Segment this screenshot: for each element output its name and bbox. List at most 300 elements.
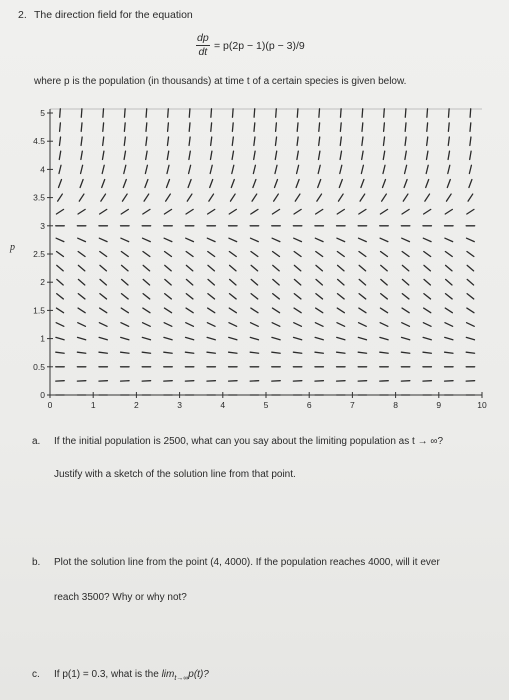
slope-segment	[165, 252, 172, 257]
slope-segment	[100, 308, 107, 313]
slope-segment	[57, 294, 64, 299]
slope-segment	[401, 352, 409, 353]
slope-segment	[102, 165, 104, 173]
slope-segment	[470, 109, 471, 117]
slope-segment	[425, 194, 430, 201]
slope-segment	[404, 180, 407, 188]
slope-segment	[380, 352, 388, 353]
slope-segment	[207, 323, 215, 327]
slope-segment	[60, 109, 61, 117]
slope-segment	[56, 238, 64, 241]
slope-segment	[427, 109, 428, 117]
slope-segment	[229, 352, 237, 353]
slope-segment	[340, 165, 342, 173]
slope-segment	[380, 323, 388, 327]
slope-segment	[103, 109, 104, 117]
slope-segment	[232, 109, 233, 117]
slope-segment	[143, 294, 150, 299]
slope-segment	[445, 238, 453, 241]
slope-segment	[319, 137, 320, 145]
slope-segment	[189, 151, 190, 159]
slope-segment	[254, 123, 255, 131]
slope-segment	[402, 279, 408, 285]
slope-segment	[315, 352, 323, 353]
slope-segment	[230, 265, 236, 271]
slope-segment	[79, 194, 84, 201]
slope-segment	[189, 109, 190, 117]
slope-segment	[186, 265, 192, 271]
part-c-label: c.	[32, 669, 40, 680]
slope-segment	[294, 252, 301, 257]
slope-segment	[402, 308, 409, 313]
slope-segment	[381, 265, 387, 271]
slope-segment	[381, 252, 388, 257]
y-tick-label: 4.5	[33, 136, 45, 147]
slope-segment	[316, 265, 322, 271]
slope-segment	[403, 194, 408, 201]
slope-segment	[446, 194, 451, 201]
slope-segment	[122, 265, 128, 271]
slope-segment	[315, 238, 323, 241]
slope-segment	[124, 137, 125, 145]
slope-segment	[80, 180, 83, 188]
slope-segment	[318, 165, 320, 173]
slope-segment	[251, 238, 259, 241]
x-tick-label: 4	[220, 400, 226, 410]
slope-segment	[294, 209, 301, 214]
slope-segment	[383, 137, 384, 145]
slope-segment	[187, 194, 192, 201]
slope-segment	[145, 165, 147, 173]
slope-segment	[447, 180, 450, 188]
slope-segment	[360, 194, 365, 201]
slope-segment	[207, 352, 215, 353]
y-tick-label: 4	[40, 164, 45, 175]
slope-segment	[121, 252, 128, 257]
slope-segment	[402, 209, 409, 214]
slope-segment	[229, 294, 236, 299]
slope-segment	[208, 252, 215, 257]
slope-segment	[273, 294, 280, 299]
slope-segment	[359, 308, 366, 313]
slope-segment	[232, 165, 234, 173]
slope-segment	[254, 137, 255, 145]
slope-segment	[316, 294, 323, 299]
slope-segment	[164, 352, 172, 353]
slope-segment	[99, 352, 107, 353]
slope-segment	[423, 352, 431, 353]
x-tick-label: 2	[134, 400, 139, 410]
slope-segment	[445, 209, 452, 214]
slope-segment	[294, 337, 302, 339]
slope-segment	[78, 294, 85, 299]
slope-segment	[78, 252, 85, 257]
slope-segment	[164, 323, 172, 327]
slope-segment	[468, 194, 473, 201]
direction-field-chart	[0, 95, 509, 420]
slope-segment	[121, 294, 128, 299]
slope-segment	[81, 109, 82, 117]
slope-segment	[211, 123, 212, 131]
chart-axes	[50, 109, 482, 395]
slope-segment	[427, 123, 428, 131]
slope-segment	[382, 194, 387, 201]
slope-segment	[78, 209, 85, 214]
slope-segment	[402, 252, 409, 257]
slope-segment	[124, 109, 125, 117]
slope-segment	[467, 209, 474, 214]
slope-segment	[253, 165, 255, 173]
slope-segment	[78, 279, 84, 285]
slope-segment	[121, 337, 129, 339]
slope-segment	[56, 337, 64, 339]
part-a-question: If the initial population is 2500, what can you say about the limiting population as t → ∞?	[54, 436, 444, 447]
slope-segment	[273, 279, 279, 285]
slope-segment	[231, 180, 234, 188]
slope-segment	[424, 252, 431, 257]
slope-segment	[208, 294, 215, 299]
slope-segment	[57, 279, 63, 285]
slope-segment	[272, 238, 280, 241]
slope-segment	[186, 337, 194, 339]
slope-segment	[56, 352, 64, 353]
slope-segment	[101, 194, 106, 201]
slope-segment	[359, 279, 365, 285]
slope-segment	[275, 180, 278, 188]
slope-segment	[448, 165, 450, 173]
slope-segment	[445, 294, 452, 299]
slope-segment	[446, 265, 452, 271]
slope-segment	[426, 151, 427, 159]
y-tick-label: 0.5	[33, 361, 45, 372]
slope-segment	[275, 137, 276, 145]
slope-segment	[276, 123, 277, 131]
slope-segment	[251, 279, 257, 285]
equation-denominator: dt	[198, 45, 208, 58]
slope-segment	[250, 352, 258, 353]
part-c-lim: lim	[161, 669, 175, 680]
slope-segment	[316, 209, 323, 214]
slope-segment	[186, 308, 193, 313]
slope-segment	[99, 337, 107, 339]
slope-segment	[359, 294, 366, 299]
slope-segment	[294, 308, 301, 313]
slope-segment	[402, 323, 410, 327]
slope-segment	[340, 109, 341, 117]
slope-segment	[380, 337, 388, 339]
slope-segment	[56, 308, 63, 313]
slope-segment	[210, 165, 212, 173]
slope-segment	[381, 294, 388, 299]
slope-segment	[123, 180, 126, 188]
part-c-post: p(t)?	[188, 669, 209, 680]
part-c-lim-sub: t→∞	[174, 675, 189, 682]
slope-segment	[424, 265, 430, 271]
slope-segment	[102, 151, 103, 159]
y-axis-label: p	[10, 242, 15, 253]
slope-segment	[229, 308, 236, 313]
y-tick-label: 1	[40, 333, 45, 344]
slope-segment	[78, 265, 84, 271]
slope-segment	[81, 165, 83, 173]
slope-segment	[380, 238, 388, 241]
slope-segment	[165, 294, 172, 299]
slope-segment	[424, 294, 431, 299]
slope-segment	[145, 180, 148, 188]
slope-segment	[142, 337, 150, 339]
slope-segment	[100, 279, 106, 285]
part-b-question-cont: reach 3500? Why or why not?	[54, 592, 187, 603]
slope-segment	[361, 165, 363, 173]
slope-segment	[294, 238, 302, 241]
slope-segment	[56, 209, 63, 214]
slope-segment	[361, 180, 364, 188]
slope-segment	[143, 238, 151, 241]
slope-segment	[81, 123, 82, 131]
equation-lhs-fraction	[196, 33, 210, 57]
slope-segment	[78, 308, 85, 313]
slope-segment	[319, 123, 320, 131]
slope-segment	[384, 109, 385, 117]
slope-segment	[209, 194, 214, 201]
slope-segment	[250, 337, 258, 339]
slope-segment	[252, 194, 257, 201]
slope-segment	[100, 252, 107, 257]
slope-segment	[467, 323, 475, 327]
slope-segment	[167, 165, 169, 173]
slope-segment	[230, 279, 236, 285]
slope-segment	[272, 352, 280, 353]
slope-segment	[167, 151, 168, 159]
x-tick-label: 8	[393, 400, 398, 410]
slope-segment	[276, 109, 277, 117]
slope-segment	[77, 352, 85, 353]
slope-segment	[254, 109, 255, 117]
slope-segment	[426, 165, 428, 173]
slope-segment	[57, 252, 64, 257]
slope-segment	[208, 308, 215, 313]
slope-segment	[122, 279, 128, 285]
slope-segment	[445, 323, 453, 327]
slope-segment	[469, 180, 472, 188]
slope-segment	[297, 137, 298, 145]
slope-segment	[316, 279, 322, 285]
slope-segment	[467, 265, 473, 271]
slope-segment	[380, 209, 387, 214]
slope-segment	[338, 265, 344, 271]
part-a-justify: Justify with a sketch of the solution line from that point.	[54, 469, 296, 480]
slope-segment	[124, 123, 125, 131]
slope-segment	[424, 279, 430, 285]
x-tick-label: 9	[436, 400, 442, 410]
chart-ticks	[33, 108, 487, 410]
slope-segment	[167, 180, 170, 188]
slope-segment	[423, 323, 431, 327]
slope-segment	[253, 180, 256, 188]
slope-segment	[254, 151, 255, 159]
slope-segment	[207, 337, 215, 339]
slope-segment	[338, 279, 344, 285]
question-number: 2.	[18, 9, 27, 21]
slope-segment	[427, 137, 428, 145]
slope-segment	[297, 165, 299, 173]
slope-segment	[294, 279, 300, 285]
slope-segment	[164, 308, 171, 313]
x-tick-label: 3	[177, 400, 182, 410]
slope-segment	[146, 123, 147, 131]
y-tick-label: 2	[40, 277, 45, 288]
slope-segment	[124, 151, 125, 159]
slope-segment	[294, 294, 301, 299]
slope-segment	[232, 151, 233, 159]
slope-segment	[275, 151, 276, 159]
slope-segment	[208, 209, 215, 214]
slope-segment	[186, 209, 193, 214]
slope-segment	[448, 151, 449, 159]
x-tick-label: 7	[350, 400, 355, 410]
part-b-label: b.	[32, 557, 41, 568]
slope-segment	[165, 279, 171, 285]
x-tick-label: 1	[90, 400, 96, 410]
slope-segment	[59, 137, 60, 145]
equation-numerator: dp	[197, 32, 209, 44]
slope-segment	[405, 109, 406, 117]
slope-segment	[273, 265, 279, 271]
slope-segment	[337, 209, 344, 214]
slope-segment	[168, 123, 169, 131]
slope-segment	[186, 294, 193, 299]
slope-segment	[384, 123, 385, 131]
slope-segment	[122, 194, 127, 201]
slope-segment	[469, 165, 471, 173]
slope-segment	[251, 294, 258, 299]
slope-segment	[99, 323, 107, 327]
slope-segment	[339, 180, 342, 188]
slope-segment	[315, 337, 323, 339]
slope-segment	[467, 252, 474, 257]
slope-segment	[337, 352, 345, 353]
slope-segment	[319, 109, 320, 117]
slope-segment	[146, 151, 147, 159]
slope-segment	[316, 308, 323, 313]
slope-segment	[340, 123, 341, 131]
slope-segment	[467, 308, 474, 313]
x-tick-label: 10	[477, 400, 487, 410]
slope-segment	[229, 209, 236, 214]
slope-segment	[338, 194, 343, 201]
slope-segment	[466, 352, 474, 353]
slope-segment	[297, 151, 298, 159]
slope-segment	[362, 137, 363, 145]
slope-segment	[208, 265, 214, 271]
slope-segment	[186, 238, 194, 241]
slope-segment	[445, 352, 453, 353]
y-tick-label: 1.5	[33, 305, 45, 316]
slope-segment	[294, 323, 302, 327]
slope-segment	[59, 180, 62, 188]
slope-segment	[232, 123, 233, 131]
y-tick-label: 5	[40, 108, 45, 118]
slope-segment	[121, 308, 128, 313]
slope-segment	[272, 209, 279, 214]
slope-segment	[273, 252, 280, 257]
slope-segment	[426, 180, 429, 188]
slope-segment	[146, 137, 147, 145]
y-tick-label: 3.5	[33, 192, 45, 203]
x-tick-label: 0	[47, 400, 53, 410]
y-tick-label: 2.5	[33, 249, 45, 259]
slope-segment	[164, 209, 171, 214]
slope-segment	[121, 352, 129, 353]
part-b-question: Plot the solution line from the point (4, 4000). If the population reaches 4000, will it ever	[54, 557, 440, 568]
slope-segment	[467, 238, 475, 241]
slope-segment	[78, 323, 86, 327]
slope-segment	[102, 180, 105, 188]
slope-segment	[337, 252, 344, 257]
slope-segment	[186, 252, 193, 257]
slope-segment	[445, 308, 452, 313]
slope-segment	[121, 209, 128, 214]
slope-segment	[405, 165, 407, 173]
slope-segment	[272, 308, 279, 313]
x-tick-label: 6	[306, 400, 312, 410]
slope-segment	[362, 151, 363, 159]
slope-segment	[144, 194, 149, 201]
slope-segment	[337, 323, 345, 327]
slope-segment	[358, 337, 366, 339]
slope-segment	[402, 238, 410, 241]
slope-segment	[295, 194, 300, 201]
slope-segment	[143, 323, 151, 327]
slope-segment	[359, 252, 366, 257]
slope-segment	[146, 109, 147, 117]
slope-segment	[272, 337, 280, 339]
slope-segment	[143, 308, 150, 313]
slope-segment	[186, 323, 194, 327]
slope-segment	[103, 123, 104, 131]
slope-segment	[340, 137, 341, 145]
slope-segment	[210, 151, 211, 159]
slope-segment	[470, 151, 471, 159]
slope-segment	[142, 352, 150, 353]
slope-segment	[164, 337, 172, 339]
slope-segment	[143, 265, 149, 271]
slope-segment	[337, 308, 344, 313]
slope-segment	[121, 323, 129, 327]
slope-segment	[189, 123, 190, 131]
slope-segment	[207, 238, 215, 241]
slope-segment	[316, 252, 323, 257]
slope-segment	[143, 209, 150, 214]
slope-segment	[229, 323, 237, 327]
slope-segment	[275, 165, 277, 173]
slope-segment	[340, 151, 341, 159]
slope-segment	[383, 151, 384, 159]
slope-segment	[166, 194, 171, 201]
slope-segment	[359, 323, 367, 327]
slope-segment	[467, 294, 474, 299]
slope-segment	[189, 137, 190, 145]
slope-segment	[383, 180, 386, 188]
slope-segment	[445, 252, 452, 257]
slope-segment	[337, 238, 345, 241]
slope-segment	[211, 109, 212, 117]
slope-segment	[402, 265, 408, 271]
slope-segment	[230, 194, 235, 201]
slope-segment	[362, 123, 363, 131]
slope-segment	[358, 352, 366, 353]
x-tick-label: 5	[263, 400, 269, 410]
